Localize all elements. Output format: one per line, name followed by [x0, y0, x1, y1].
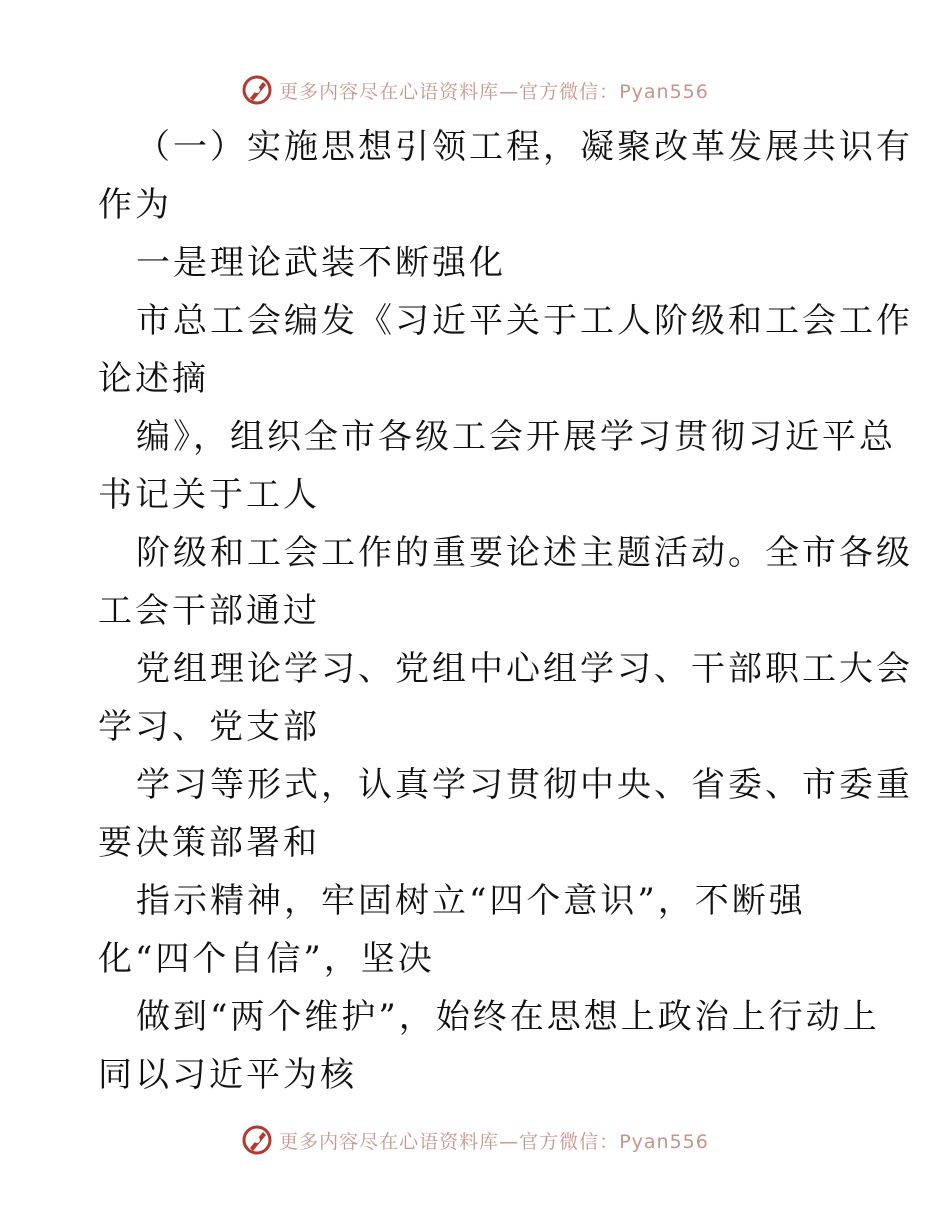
- body-line: 编》，组织全市各级工会开展学习贯彻习近平总: [136, 417, 896, 457]
- body-line: 作为: [98, 185, 172, 225]
- body-line: 工会干部通过: [98, 591, 320, 631]
- header-banner: [0, 70, 950, 110]
- footer-banner: [0, 1120, 950, 1160]
- body-line: 要决策部署和: [98, 823, 320, 863]
- body-line: 论述摘: [98, 359, 209, 399]
- body-line: （一）实施思想引领工程，凝聚改革发展共识有: [136, 127, 913, 167]
- body-line: 市总工会编发《习近平关于工人阶级和工会工作: [136, 301, 913, 341]
- body-line: 指示精神，牢固树立“四个意识”，不断强: [136, 881, 806, 921]
- header-banner-title: 更多内容尽在心语资料库: [279, 80, 500, 103]
- quill-logo-icon: [241, 1124, 273, 1156]
- quill-logo-icon: [241, 74, 273, 106]
- body-line: 党组理论学习、党组中心组学习、干部职工大会: [136, 649, 913, 689]
- footer-banner-title: 更多内容尽在心语资料库: [279, 1130, 500, 1153]
- footer-wechat-id: Pyan556: [619, 1130, 709, 1153]
- footer-banner-text: [279, 1127, 709, 1154]
- body-line: 阶级和工会工作的重要论述主题活动。全市各级: [136, 533, 913, 573]
- header-banner-text: [279, 77, 709, 104]
- header-wechat-id: Pyan556: [619, 80, 709, 103]
- body-line: 学习等形式，认真学习贯彻中央、省委、市委重: [136, 765, 913, 805]
- body-line: 书记关于工人: [98, 475, 320, 515]
- footer-banner-separator: —: [499, 1130, 520, 1153]
- body-line: 一是理论武装不断强化: [136, 243, 506, 283]
- body-line: 化“四个自信”，坚决: [98, 939, 435, 979]
- header-banner-separator: —: [499, 80, 520, 103]
- footer-wechat-label: 官方微信：: [519, 1130, 620, 1153]
- body-line: 同以习近平为核: [98, 1055, 357, 1095]
- header-wechat-label: 官方微信：: [519, 80, 620, 103]
- body-line: 学习、党支部: [98, 707, 320, 747]
- document-body: [98, 118, 913, 1104]
- body-line: 做到“两个维护”，始终在思想上政治上行动上: [136, 997, 880, 1037]
